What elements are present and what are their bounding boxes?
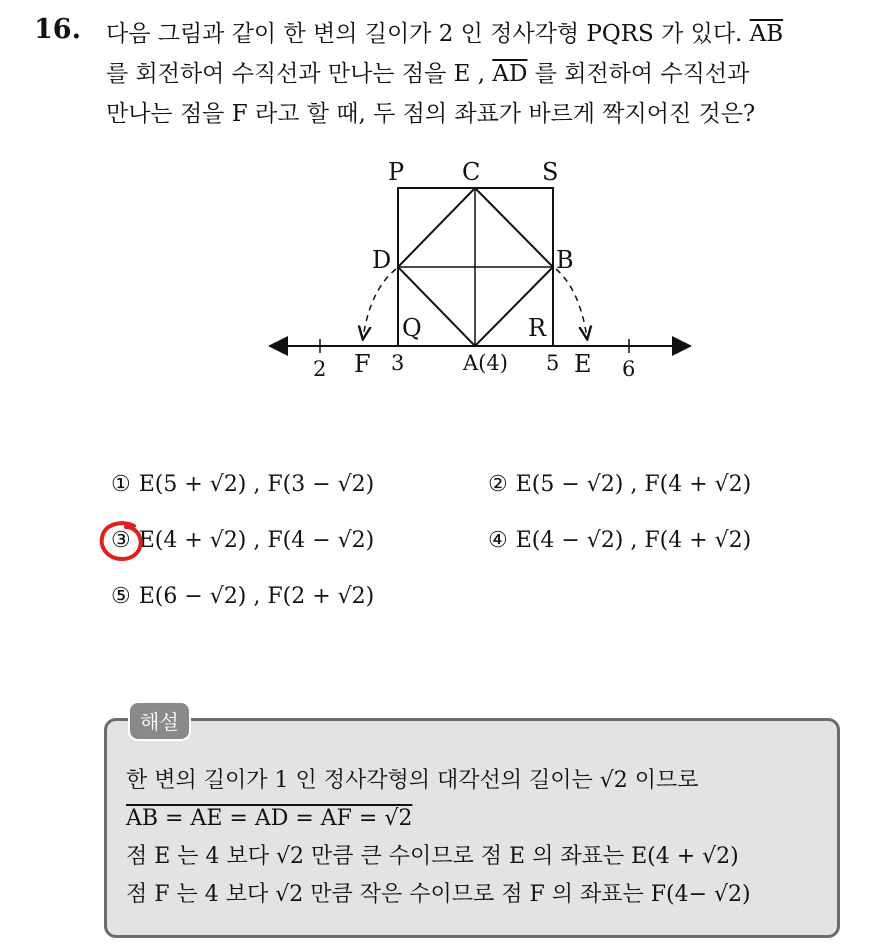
red-circle-annotation bbox=[98, 520, 146, 564]
label-r: R bbox=[528, 314, 547, 342]
choice-4-text: E(4 − √2) , F(4 + √2) bbox=[515, 528, 752, 553]
choice-2-mark: ② bbox=[488, 472, 508, 497]
segment-ab: $\overline{AB}$ bbox=[749, 21, 784, 47]
choice-4-mark: ④ bbox=[488, 528, 508, 553]
solution-text bbox=[126, 762, 751, 914]
solution-line-4: 점 F 는 4 보다 √2 만큼 작은 수이므로 점 F 의 좌표는 F(4− √2) bbox=[126, 882, 751, 907]
choice-3-mark: ③ bbox=[111, 528, 131, 553]
question-text bbox=[106, 14, 866, 134]
choice-4[interactable] bbox=[488, 528, 751, 553]
choice-1-mark: ① bbox=[111, 472, 131, 497]
choice-2[interactable] bbox=[488, 472, 751, 497]
label-q: Q bbox=[402, 314, 422, 342]
question-line-2 bbox=[106, 54, 866, 94]
question-number: 16. bbox=[34, 14, 81, 45]
solution-line-3: 점 E 는 4 보다 √2 만큼 큰 수이므로 점 E 의 좌표는 E(4 + √2) bbox=[126, 844, 739, 869]
label-b: B bbox=[556, 246, 574, 274]
choice-1[interactable] bbox=[111, 472, 374, 497]
label-s: S bbox=[542, 158, 559, 186]
choice-5-mark: ⑤ bbox=[111, 584, 131, 609]
label-c: C bbox=[462, 158, 481, 186]
label-e: E bbox=[574, 350, 592, 378]
label-f: F bbox=[354, 350, 371, 378]
choice-1-text: E(5 + √2) , F(3 − √2) bbox=[138, 472, 375, 497]
segment-ad: $\overline{AD}$ bbox=[492, 61, 528, 87]
choice-5[interactable] bbox=[111, 584, 374, 609]
solution-line-2: AB = AE = AD = AF = √2 bbox=[126, 806, 413, 831]
question-line-2-text: 를 회전하여 수직선과 만나는 점을 E , bbox=[106, 61, 493, 87]
tick-label-6: 6 bbox=[622, 357, 636, 381]
geometry-figure bbox=[260, 150, 700, 390]
question-line-1-text: 다음 그림과 같이 한 변의 길이가 2 인 정사각형 PQRS 가 있다. bbox=[106, 21, 750, 47]
choice-3[interactable] bbox=[111, 528, 374, 553]
question-line-1 bbox=[106, 14, 866, 54]
tick-label-5: 5 bbox=[546, 351, 560, 375]
choice-5-text: E(6 − √2) , F(2 + √2) bbox=[138, 584, 375, 609]
tick-label-2: 2 bbox=[313, 357, 327, 381]
solution-tag: 해설 bbox=[128, 701, 191, 741]
arc-d-to-f bbox=[363, 269, 396, 338]
label-p: P bbox=[388, 158, 405, 186]
question-line-2-tail: 를 회전하여 수직선과 bbox=[527, 61, 750, 87]
question-line-3: 만나는 점을 F 라고 할 때, 두 점의 좌표가 바르게 짝지어진 것은? bbox=[106, 101, 756, 127]
choice-3-text: E(4 + √2) , F(4 − √2) bbox=[138, 528, 375, 553]
tick-label-3: 3 bbox=[391, 351, 405, 375]
label-a: A(4) bbox=[463, 351, 508, 375]
label-d: D bbox=[372, 246, 392, 274]
solution-line-1: 한 변의 길이가 1 인 정사각형의 대각선의 길이는 √2 이므로 bbox=[126, 768, 699, 793]
arc-b-to-e bbox=[556, 269, 587, 338]
choice-2-text: E(5 − √2) , F(4 + √2) bbox=[515, 472, 752, 497]
